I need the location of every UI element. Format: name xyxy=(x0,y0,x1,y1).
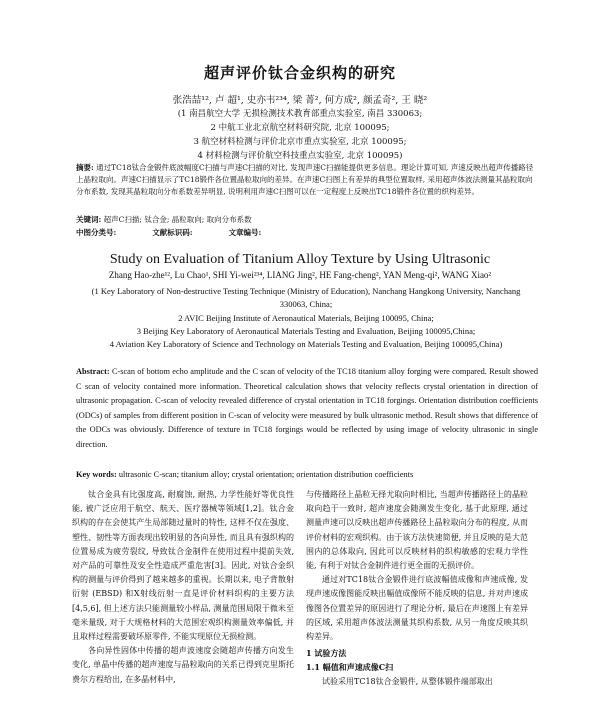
chinese-abstract-label: 摘要: xyxy=(76,163,94,172)
chinese-keywords-label: 关键词: xyxy=(76,215,102,224)
english-keywords-text: ultrasonic C-scan; titanium alloy; crystal orientation; orientation distribution coefficients xyxy=(118,470,414,479)
intro-paragraph-3: 与传播路径上晶粒无择尤取向时相比, 当超声传播路径上的晶粒取向趋于一致时, 超声速度会随测发生变化, 基于此原理, 通过测量声速可以反映出超声传播路径上晶粒取向分布的程度, 从而评价材料的宏观织构。由于该方法快速简便, 并且反映的是大范围内的总体取向, 因此可以反映材料的织构敏感的宏观力学性能, 有利于对钛合金制件进行更全面的无损评价。 xyxy=(306,490,528,571)
clc-label: 中图分类号: xyxy=(76,228,117,237)
english-keywords-label: Key words: xyxy=(76,470,117,479)
intro-paragraph-1: 钛合金具有比强度高, 耐腐蚀, 耐热, 力学性能好等优良性能, 被广泛应用于航空、航天、医疗器械等领域[1,2]。钛合金织构的存在会使其产生局部随过量时的特性, 这样不仅在强度、塑性、韧性等方面表现出较明显的各向异性, 而且具有强织构的位置易成为疲劳裂纹, 导致钛合金制件在使用过程中提前失效, 对产品的可靠性及安全性造成严重危害[3]。因此, 对钛合金织构的测量与评价得到了越来越多的重视。长期以来, 电子背散射衍射 (EBSD) 和X射线衍射一直是评价材料织构的主要方法[4,5,6], 但上述方法只能测量较小样品, 测量范围局限于微米至毫米量级, 对于大规格材料的大范围宏观织构测量效率偏低, 并且取样过程需要破坏原零件, 不能实现原位无损检测。 xyxy=(72,490,294,642)
chinese-keywords xyxy=(76,214,538,225)
chinese-abstract xyxy=(76,162,538,198)
english-title: Study on Evaluation of Titanium Alloy Texture by Using Ultrasonic xyxy=(109,252,491,267)
document-code-label: 文献标识码: xyxy=(152,228,193,237)
body-right-column xyxy=(306,488,528,689)
english-abstract-label: Abstract: xyxy=(76,367,110,376)
chinese-affiliation-2: 2 中航工业北京航空材料研究院, 北京 100095; xyxy=(210,123,390,133)
chinese-keywords-text: 超声C扫描; 钛合金; 晶粒取向; 取向分布系数 xyxy=(103,215,252,224)
methods-paragraph: 试验采用TC18钛合金锻件, 从整体锻件端部取出 xyxy=(322,676,493,686)
english-keywords xyxy=(76,470,538,479)
chinese-affiliation-4: 4 材料检测与评价航空科技重点实验室, 北京 100095) xyxy=(197,151,403,161)
classification-row xyxy=(76,227,538,238)
english-affiliation-3: 3 Beijing Key Laboratory of Aeronautical Materials Testing and Evaluation, Beijing 100095,China; xyxy=(136,326,476,336)
chinese-abstract-text: 通过TC18钛合金锻件底波幅度C扫描与声速C扫描的对比, 发现声速C扫描能提供更多信息。理论计算可知, 声速反映出超声传播路径上晶粒取向。声速C扫描显示了TC18锻件各位置晶粒取向的差异。在声速C扫图上有差异的典型位置取样, 采用超声体波法测量其晶粒取向分布系数, 发现其晶粒取向分布系数差异明显, 说明利用声速C扫图可以在一定程度上反映出TC18锻件各位置的织构差异。 xyxy=(76,163,534,196)
english-affiliation-1: (1 Key Laboratory of Non-destructive Testing Technique (Ministry of Education), Nanchang Hangkong University, Nanchang 330063, China; xyxy=(91,286,521,309)
chinese-affiliation-3: 3 航空材料检测与评价北京市重点实验室, 北京 100095; xyxy=(193,137,407,147)
english-affiliation-4: 4 Aviation Key Laboratory of Science and Technology on Materials Testing and Evaluation, Beijing 100095,China) xyxy=(109,339,503,349)
chinese-affiliation-1: (1 南昌航空大学 无损检测技术教育部重点实验室, 南昌 330063; xyxy=(177,109,423,119)
chinese-title: 超声评价钛合金织构的研究 xyxy=(203,64,396,82)
english-abstract xyxy=(76,365,538,452)
english-authors: Zhang Hao-zhe¹², Lu Chao¹, SHI Yi-wei²³⁴, LIANG Jing², HE Fang-cheng², YAN Meng-qi², WANG Xiao² xyxy=(108,270,492,280)
body-left-column xyxy=(72,488,294,687)
english-abstract-text: C-scan of bottom echo amplitude and the C scan of velocity of the TC18 titanium alloy forging were compared. Result showed C scan of velocity contained more information. Theoretical calculation shows that velocity reflects crystal orientation in direction of ultrasonic propagation. C-scan of velocity revealed difference of crystal orientation in TC18 forgings. Orientation distribution coefficients (ODCs) of samples from different position in C-scan of velocity were measured by bulk ultrasonic method. Result shows that difference of the ODCs was obviously. Difference of texture in TC18 forgings would be reflected by using image of velocity ultrasonic in single direction. xyxy=(76,367,539,449)
chinese-authors: 张浩喆¹², 卢 超¹, 史亦韦²³⁴, 梁 菁², 何方成², 颜孟奇², 王 晓² xyxy=(172,95,428,106)
article-number-label: 文章编号: xyxy=(228,228,262,237)
section-heading: 1 试验方法 xyxy=(306,648,347,659)
subsection-heading: 1.1 幅值和声速成像C扫 xyxy=(306,662,394,673)
intro-paragraph-2: 各向异性固体中传播的超声波速度会随超声传播方向发生变化, 单晶中传播的超声速度与晶粒取向的关系已得到克里斯托费尔方程给出, 在多晶材料中, xyxy=(72,646,294,684)
english-affiliation-2: 2 AVIC Beijing Institute of Aeronautical Materials, Beijing 100095, China; xyxy=(178,313,434,323)
intro-paragraph-4: 通过对TC18钛合金锻件进行底波幅值成像和声速成像, 发现声速成像图能反映出幅值成像所不能反映的信息, 并对声速成像图各位置差异的原因进行了理论分析, 最后在声速图上有差异的区域, 采用超声体波法测量其织构系数, 从另一角度反映其织构差异。 xyxy=(306,575,528,642)
